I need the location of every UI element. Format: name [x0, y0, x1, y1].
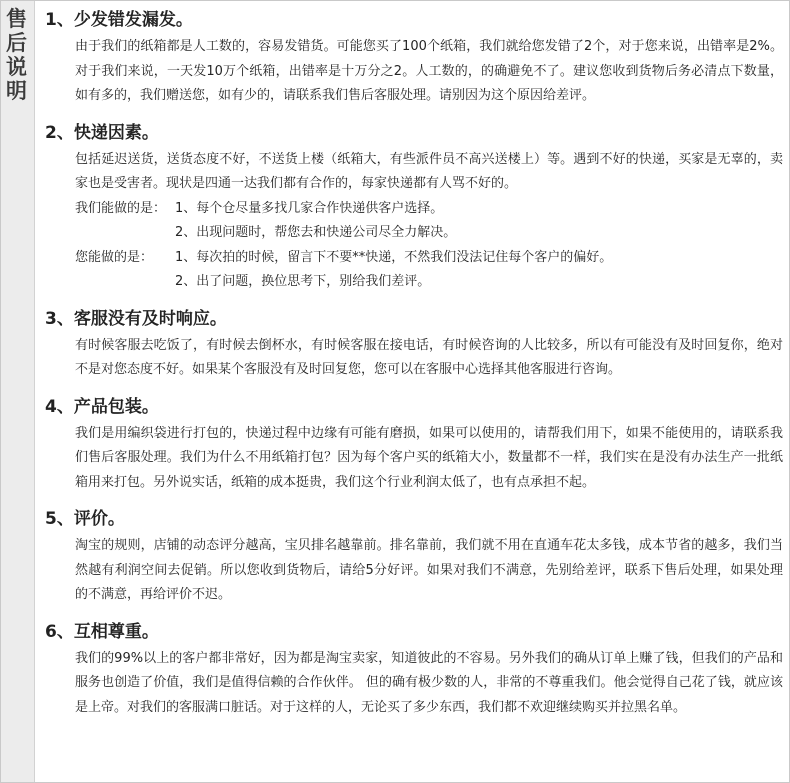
section-paragraph: 包括延迟送货，送货态度不好，不送货上楼（纸箱大，有些派件员不高兴送楼上）等。遇到不好的快递，买家是无辜的，卖家也是受害者。现状是四通一达我们都有合作的，每家快递都有人骂不好的。: [75, 151, 783, 191]
section-review: [45, 506, 783, 608]
list-item: 2、出了问题，换位思考下，别给我们差评。: [175, 274, 431, 289]
section-heading: 4、产品包装。: [45, 396, 159, 417]
section-body: 淘宝的规则，店铺的动态评分越高，宝贝排名越靠前。排名靠前，我们就不用在直通车花太多钱，成本节省的越多，我们当然越有利润空间去促销。所以您收到货物后，请给5分好评。如果对我们不满意，先别给差评，联系下售后处理，如果处理的不满意，再给评价不迟。: [75, 538, 783, 602]
section-heading: 6、互相尊重。: [45, 621, 159, 642]
list-item: 1、每个仓尽量多找几家合作快递供客户选择。: [175, 200, 444, 216]
section-packaging: [45, 394, 783, 496]
list-row: [75, 221, 783, 246]
section-body: 我们的99%以上的客户都非常好，因为都是淘宝卖家，知道彼此的不容易。另外我们的确从订单上赚了钱，但我们的产品和服务也创造了价值，我们是值得信赖的合作伙伴。 但的确有极少数的人，非常的不尊重我们。他会觉得自己花了钱，就应该是上帝。对我们的客服满口脏话。对于这样的人，无论买了多少东西，我们都不欢迎继续购买并拉黑名单。: [75, 650, 783, 715]
you-can-label: 您能做的是：: [75, 249, 154, 265]
list-item: 2、出现问题时，帮您去和快递公司尽全力解决。: [175, 225, 457, 240]
section-heading: 2、快递因素。: [45, 122, 159, 143]
section-heading: 3、客服没有及时响应。: [45, 308, 227, 329]
section-missing-items: [45, 7, 783, 109]
sidebar: [1, 1, 35, 782]
we-can-label: 我们能做的是：: [75, 200, 167, 216]
content-area: [45, 7, 783, 731]
section-body: [75, 148, 783, 295]
section-body: 有时候客服去吃饭了，有时候去倒杯水，有时候客服在接电话，有时候咨询的人比较多，所以有可能没有及时回复你，绝对不是对您态度不好。如果某个客服没有及时回复您，您可以在客服中心选择其他客服进行咨询。: [75, 337, 783, 377]
section-heading: 5、评价。: [45, 509, 125, 529]
list-row: [75, 246, 783, 271]
section-mutual-respect: [45, 619, 783, 721]
sidebar-title: 售后说明: [6, 7, 27, 103]
section-customer-service: [45, 306, 783, 383]
section-heading: 1、少发错发漏发。: [45, 10, 193, 30]
list-row: [75, 270, 783, 295]
section-courier: [45, 120, 783, 295]
section-body: 由于我们的纸箱都是人工数的，容易发错货。可能您买了100个纸箱，我们就给您发错了2个，对于您来说，出错率是2%。对于我们来说，一天发10万个纸箱，出错率是十万分之2。人工数的，的确避免不了。建议您收到货物后务必清点下数量，如有多的，我们赠送您，如有少的，请联系我们售后客服处理。请别因为这个原因给差评。: [75, 39, 783, 103]
section-body: 我们是用编织袋进行打包的，快递过程中边缘有可能有磨损，如果可以使用的，请帮我们用下，如果不能使用的，请联系我们售后客服处理。我们为什么不用纸箱打包？因为每个客户买的纸箱大小，数量都不一样，我们实在是没有办法生产一批纸箱用来打包。另外说实话，纸箱的成本挺贵，我们这个行业利润太低了，也有点承担不起。: [75, 425, 783, 490]
list-row: [75, 197, 783, 222]
list-item: 1、每次拍的时候，留言下不要**快递，不然我们没法记住每个客户的偏好。: [175, 249, 613, 265]
